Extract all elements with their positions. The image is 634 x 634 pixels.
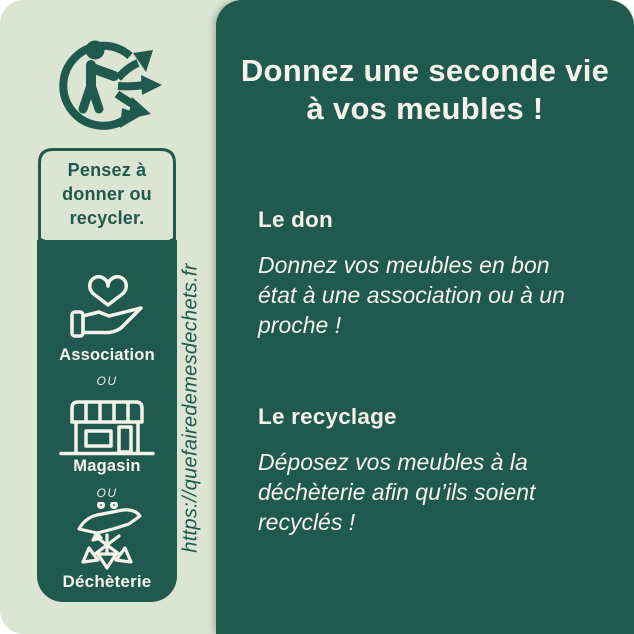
- badge-line: Pensez à: [67, 160, 147, 180]
- section-le-don: [258, 207, 618, 340]
- body-line: Déposez vos meubles à la: [258, 449, 528, 475]
- section-le-recyclage: [258, 404, 618, 537]
- title-line: à vos meubles !: [306, 91, 544, 126]
- body-line: Donnez vos meubles en bon: [258, 252, 550, 278]
- badge-line: recycler.: [69, 208, 145, 228]
- storefront-icon: [59, 398, 155, 458]
- body-line: proche !: [258, 312, 342, 338]
- badge-text: [36, 158, 178, 230]
- or-separator: OU: [96, 374, 118, 388]
- badge-line: donner ou: [62, 184, 152, 204]
- body-line: déchèterie afin qu’ils soient: [258, 479, 536, 505]
- triman-recycling-logo-icon: [54, 34, 164, 138]
- poster-title: [216, 52, 634, 128]
- dechetterie-label: Déchèterie: [62, 572, 152, 591]
- section-heading: Le recyclage: [258, 404, 397, 429]
- body-line: recyclés !: [258, 509, 356, 535]
- hand-dropping-waste-icon: [63, 502, 151, 572]
- title-line: Donnez une seconde vie: [240, 53, 610, 88]
- heart-in-hand-icon: [69, 272, 147, 346]
- section-heading: Le don: [258, 207, 333, 232]
- body-line: état à une association ou à un: [258, 282, 565, 308]
- options-ribbon: [37, 240, 177, 602]
- section-body: [258, 447, 618, 537]
- section-body: [258, 250, 618, 340]
- website-url: https://quefairedemesdechets.fr: [179, 263, 202, 553]
- magasin-label: Magasin: [73, 457, 141, 475]
- association-label: Association: [59, 346, 155, 364]
- or-separator: OU: [96, 486, 118, 500]
